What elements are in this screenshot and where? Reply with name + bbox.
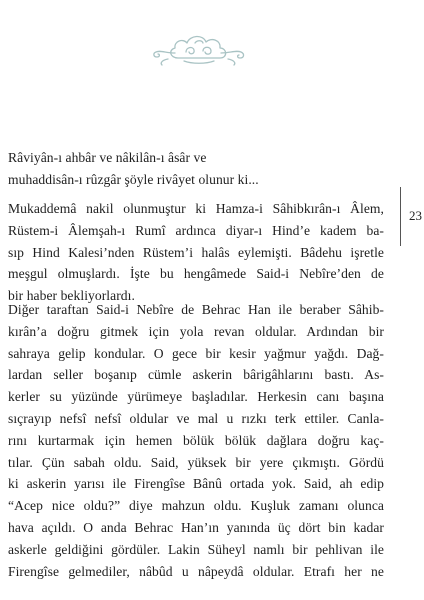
- text-line: hava açıldı. O anda Behrac Han’ın yanında üç dört bin kadar: [8, 519, 384, 535]
- text-line: ki askerin yarısı ile Firengîse Bânû ortada yok. Said, ah edip: [8, 476, 384, 492]
- text-line: Diğer taraftan Said-i Nebîre de Behrac Han ile beraber Sâhib-: [8, 302, 384, 317]
- text-line: Rüstem-i Âlemşah-ı Rumî ardınca diyar-ı Hind’e kadem ba-: [8, 222, 384, 238]
- page-number: 23: [409, 208, 422, 223]
- cloud-ornament-icon: [148, 28, 256, 72]
- intro-line: muhaddisân-ı rûzgâr şöyle rivâyet olunur ki...: [8, 171, 259, 187]
- intro-verse: [8, 147, 384, 191]
- text-line: kırân’a doğru gitmek için yola revan oldular. Ardından bir: [8, 323, 384, 339]
- text-line: rını kurtarmak için hemen bölük bölük dağlara doğru kaç-: [8, 432, 384, 448]
- text-line: Mukaddemâ nakil olunmuştur ki Hamza-i Sâhibkırân-ı Âlem,: [8, 201, 384, 216]
- text-line: lardan seller boşanıp cümle askerin bârigâhlarını bastı. As-: [8, 367, 384, 383]
- text-line: kerler su yüzünde yürümeye başladılar. Herkesin canı başına: [8, 389, 384, 405]
- text-line: meşgul olmuşlardı. İşte bu hengâmede Said-i Nebîre’den de: [8, 266, 384, 282]
- text-line: askerle geldiğini gördüler. Lakin Süheyl namlı bir pehlivan ile: [8, 541, 384, 557]
- paragraph: [8, 299, 384, 582]
- text-line: tılar. Çün sabah oldu. Said, yüksek bir yere çıkmıştı. Gördü: [8, 454, 384, 470]
- text-line: “Acep nice oldu?” diye mahzun oldu. Kuşluk zamanı olunca: [8, 498, 384, 514]
- text-line: sahraya gelip kondular. O gece bir kesir yağmur yağdı. Dağ-: [8, 345, 384, 361]
- text-line: bir haber bekliyorlardı.: [8, 288, 135, 304]
- text-line: sıp Hind Kalesi’nden Rüstem’i halâs eylemişti. Bâdehu işretle: [8, 244, 384, 260]
- margin-rule: [400, 187, 401, 246]
- paragraph: [8, 198, 384, 307]
- intro-line: Râviyân-ı ahbâr ve nâkilân-ı âsâr ve: [8, 150, 207, 165]
- text-line: sıçrayıp nefsî nefsî oldular ve mal u rızkı terk ettiler. Canla-: [8, 410, 384, 426]
- text-line: Firengîse gelmediler, nâbûd u nâpeydâ oldular. Etrafı her ne: [8, 563, 384, 579]
